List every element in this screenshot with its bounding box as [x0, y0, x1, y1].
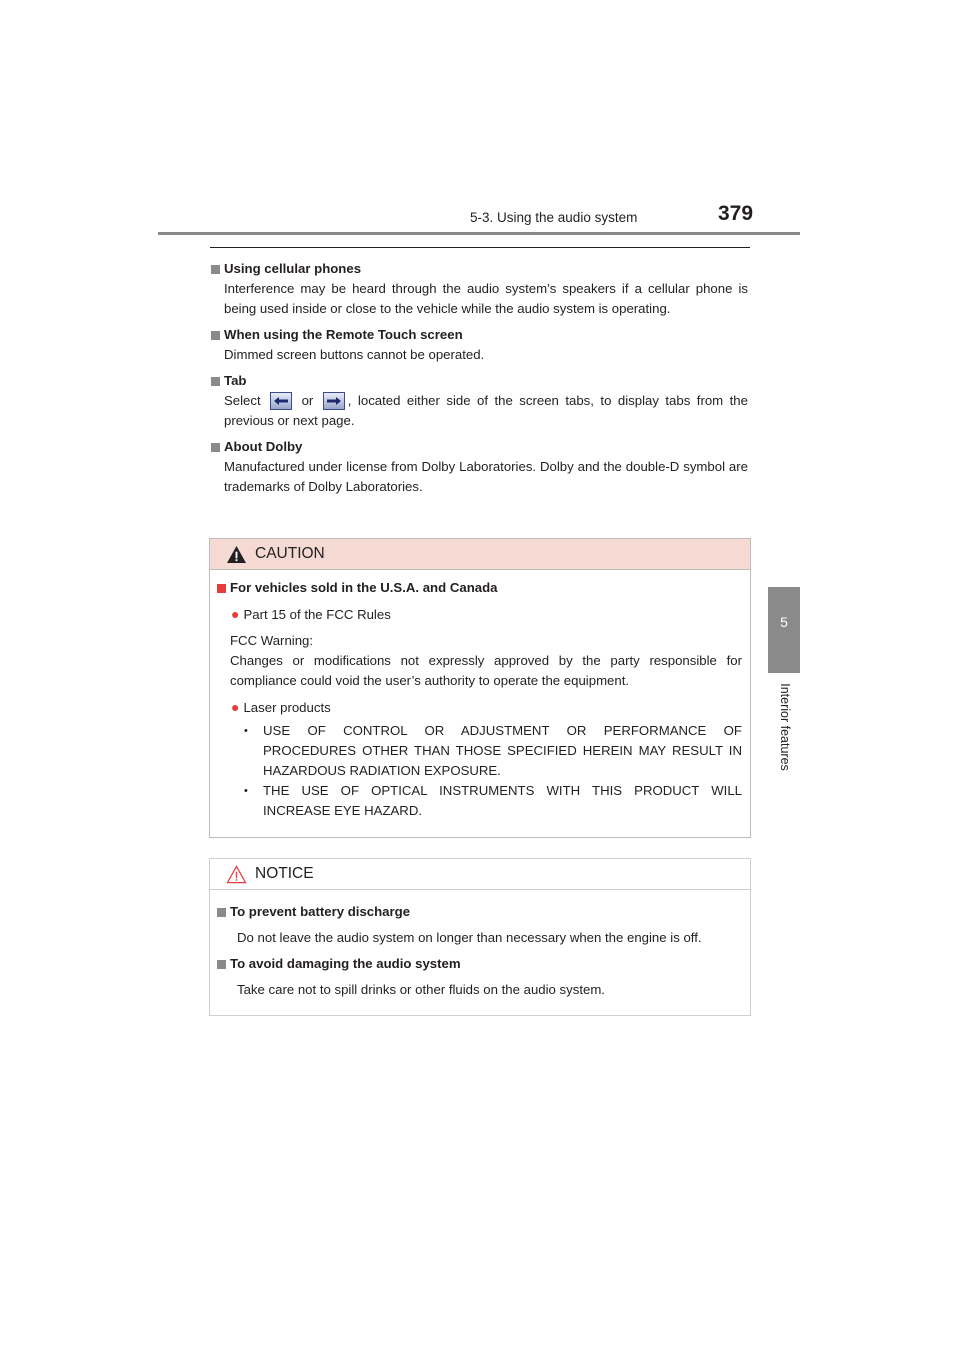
fcc-warning-label: FCC Warning: [230, 633, 314, 648]
section-heading: When using the Remote Touch screen [224, 327, 463, 342]
notice-heading: NOTICE [255, 865, 314, 882]
caution-subheading: For vehicles sold in the U.S.A. and Canada [230, 580, 498, 595]
section-tab [211, 371, 748, 431]
section-body: Select or , located either side of the screen tabs, to display tabs from the previous or next page. [224, 393, 748, 428]
section-cellular-phones [211, 259, 748, 319]
caution-body [210, 570, 750, 821]
section-heading: Tab [224, 373, 247, 388]
content-divider [210, 247, 750, 248]
section-title: 5-3. Using the audio system [470, 210, 638, 225]
square-bullet-icon [217, 960, 226, 969]
list-item: ● Part 15 of the FCC Rules [231, 606, 391, 622]
warning-triangle-icon [226, 545, 247, 564]
section-body: Dimmed screen buttons cannot be operated. [224, 347, 485, 362]
warning-triangle-icon [226, 865, 247, 884]
section-heading: Using cellular phones [224, 261, 362, 276]
square-bullet-icon [211, 265, 220, 274]
main-content [211, 259, 748, 503]
warning-bullet: • USE OF CONTROL OR ADJUSTMENT OR PERFORMANCE OF PROCEDURES OTHER THAN THOSE SPECIFIED HEREIN MAY RESULT IN HAZARDOUS RADIATION EXPOSURE. [237, 721, 742, 781]
section-dolby [211, 437, 748, 497]
notice-item-body: Take care not to spill drinks or other fluids on the audio system. [237, 982, 605, 997]
caution-box [209, 538, 751, 838]
fcc-warning-text: Changes or modifications not expressly approved by the party responsible for compliance could void the user’s authority to operate the equipment. [230, 653, 742, 688]
list-item: ● Laser products [231, 699, 331, 715]
caution-header [210, 539, 750, 570]
square-bullet-icon [217, 908, 226, 917]
arrow-right-icon [323, 392, 345, 410]
section-body: Manufactured under license from Dolby Laboratories. Dolby and the double-D symbol are trademarks of Dolby Laboratories. [224, 459, 748, 494]
arrow-left-icon [270, 392, 292, 410]
laser-warnings [237, 721, 742, 821]
section-heading: About Dolby [224, 439, 303, 454]
chapter-label: Interior features [778, 683, 792, 771]
dot-bullet-icon: ● [231, 606, 240, 622]
header-rule [158, 232, 800, 235]
notice-item-body: Do not leave the audio system on longer than necessary when the engine is off. [237, 930, 702, 945]
warning-bullet: • THE USE OF OPTICAL INSTRUMENTS WITH THIS PRODUCT WILL INCREASE EYE HAZARD. [237, 781, 742, 821]
caution-heading: CAUTION [255, 545, 325, 562]
section-remote-touch [211, 325, 748, 365]
notice-body [210, 890, 750, 1000]
square-bullet-icon [211, 377, 220, 386]
notice-box [209, 858, 751, 1016]
chapter-tab [768, 587, 800, 673]
notice-item-title: To prevent battery discharge [230, 904, 411, 919]
notice-item-title: To avoid damaging the audio system [230, 956, 461, 971]
section-body: Interference may be heard through the audio system’s speakers if a cellular phone is being used inside or close to the vehicle while the audio system is operating. [224, 281, 748, 316]
page-number: 379 [718, 202, 754, 225]
square-bullet-icon [211, 443, 220, 452]
notice-header [210, 859, 750, 890]
chapter-number: 5 [780, 614, 788, 630]
dot-bullet-icon: ● [231, 699, 240, 715]
square-bullet-icon [211, 331, 220, 340]
square-bullet-icon [217, 584, 226, 593]
